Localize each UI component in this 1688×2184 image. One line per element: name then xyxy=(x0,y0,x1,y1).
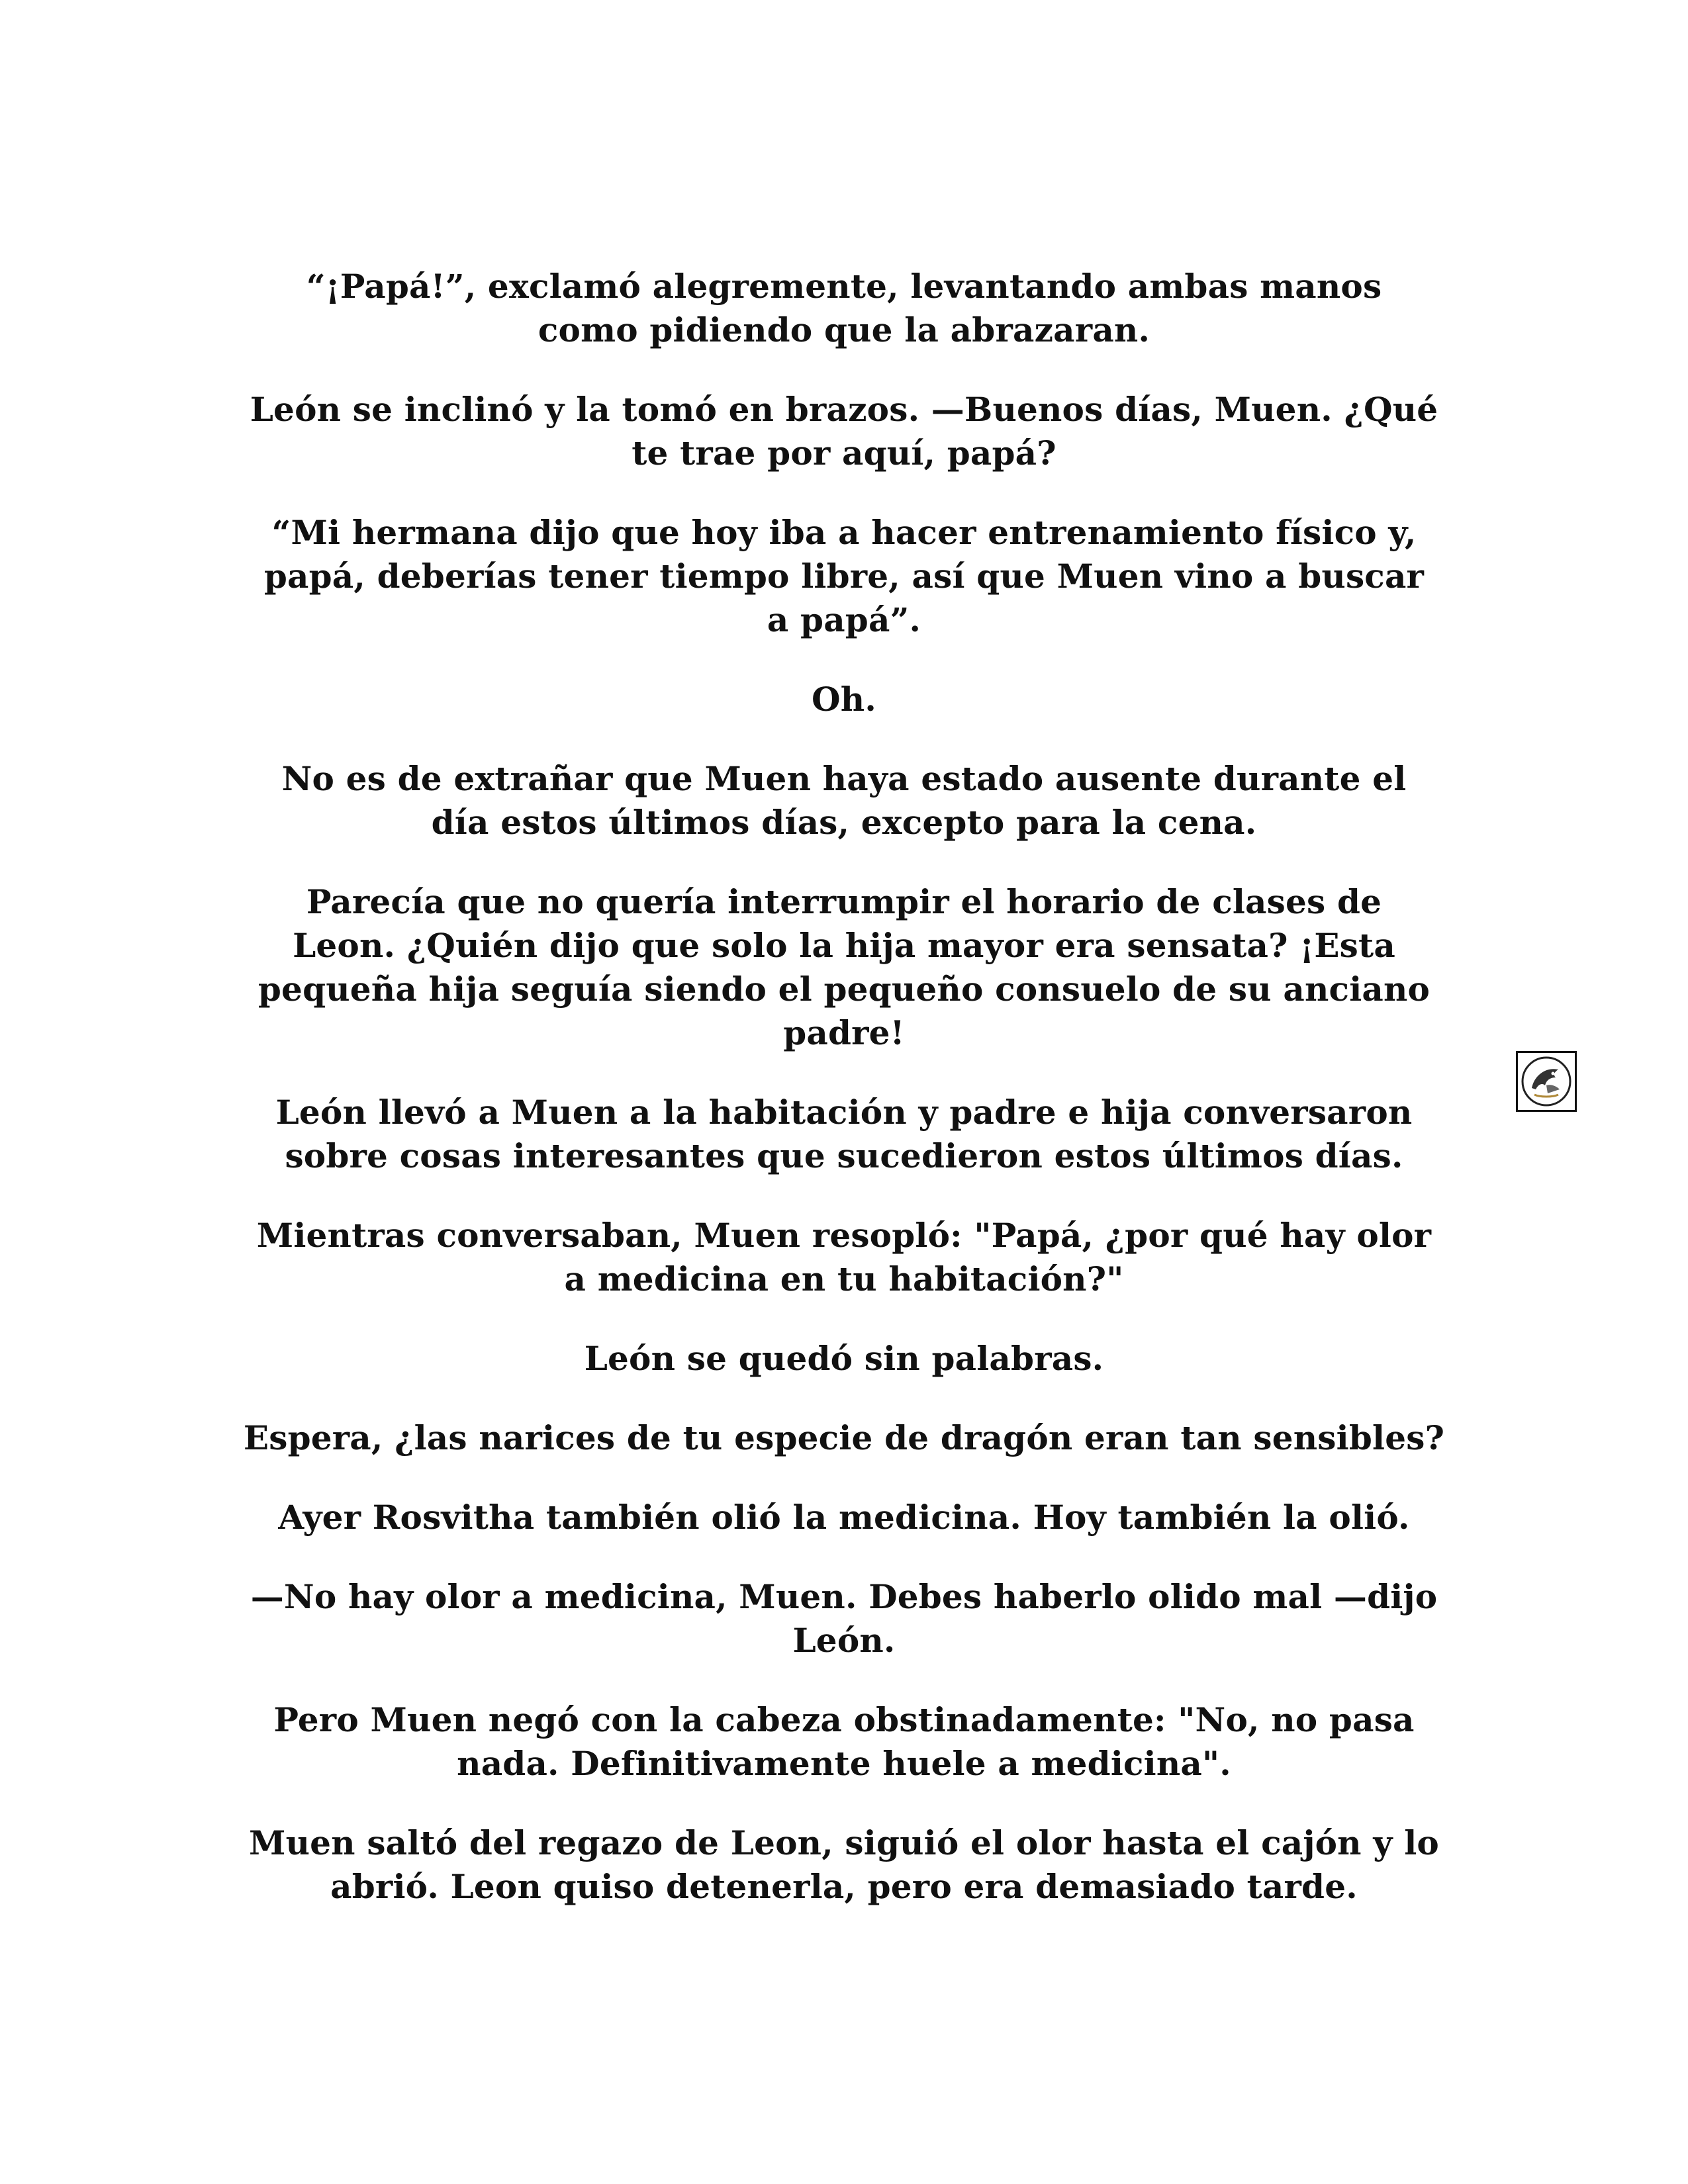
text-line: Leon. ¿Quién dijo que solo la hija mayor era sensata? ¡Esta xyxy=(293,926,1395,965)
text-line: papá, deberías tener tiempo libre, así que Muen vino a buscar xyxy=(263,557,1425,596)
paragraph xyxy=(225,388,1463,475)
text-line: León se quedó sin palabras. xyxy=(584,1339,1104,1378)
text-line: No es de extrañar que Muen haya estado ausente durante el xyxy=(281,759,1407,798)
text-line: pequeña hija seguía siendo el pequeño consuelo de su anciano xyxy=(258,970,1430,1009)
dragon-emblem-graphic xyxy=(1520,1055,1573,1108)
text-line: León. xyxy=(792,1621,896,1660)
text-line: “Mi hermana dijo que hoy iba a hacer entrenamiento físico y, xyxy=(271,513,1417,552)
paragraph xyxy=(225,880,1463,1055)
paragraph xyxy=(225,678,1463,721)
paragraph xyxy=(225,1496,1463,1539)
paragraph xyxy=(225,1821,1463,1909)
text-line: Parecía que no quería interrumpir el horario de clases de xyxy=(306,882,1382,921)
text-line: “¡Papá!”, exclamó alegremente, levantando ambas manos xyxy=(306,267,1382,306)
text-line: te trae por aquí, papá? xyxy=(632,433,1056,473)
text-line: Oh. xyxy=(812,680,876,719)
paragraph xyxy=(225,1214,1463,1301)
document-body xyxy=(225,265,1463,1944)
paragraph xyxy=(225,1416,1463,1460)
text-line: padre! xyxy=(783,1013,905,1052)
text-line: nada. Definitivamente huele a medicina". xyxy=(457,1744,1231,1783)
dragon-emblem-icon xyxy=(1516,1051,1577,1112)
paragraph xyxy=(225,1091,1463,1178)
paragraph xyxy=(225,511,1463,642)
paragraph xyxy=(225,1698,1463,1786)
text-line: Muen saltó del regazo de Leon, siguió el olor hasta el cajón y lo xyxy=(249,1823,1439,1862)
text-line: León se inclinó y la tomó en brazos. —Buenos días, Muen. ¿Qué xyxy=(250,390,1438,429)
text-line: Mientras conversaban, Muen resopló: "Papá, ¿por qué hay olor xyxy=(256,1216,1432,1255)
text-line: León llevó a Muen a la habitación y padre e hija conversaron xyxy=(275,1093,1413,1132)
text-line: como pidiendo que la abrazaran. xyxy=(538,310,1150,349)
text-line: a medicina en tu habitación?" xyxy=(564,1259,1124,1298)
paragraph xyxy=(225,265,1463,352)
paragraph xyxy=(225,1575,1463,1662)
text-line: Espera, ¿las narices de tu especie de dragón eran tan sensibles? xyxy=(243,1418,1445,1457)
text-line: día estos últimos días, excepto para la cena. xyxy=(431,803,1257,842)
text-line: a papá”. xyxy=(767,600,921,639)
paragraph xyxy=(225,1337,1463,1381)
text-line: abrió. Leon quiso detenerla, pero era demasiado tarde. xyxy=(330,1867,1358,1906)
text-line: —No hay olor a medicina, Muen. Debes haberlo olido mal —dijo xyxy=(250,1577,1438,1616)
text-line: Ayer Rosvitha también olió la medicina. Hoy también la olió. xyxy=(278,1498,1410,1537)
paragraph xyxy=(225,757,1463,844)
text-line: Pero Muen negó con la cabeza obstinadamente: "No, no pasa xyxy=(273,1700,1415,1739)
text-line: sobre cosas interesantes que sucedieron estos últimos días. xyxy=(285,1136,1403,1175)
